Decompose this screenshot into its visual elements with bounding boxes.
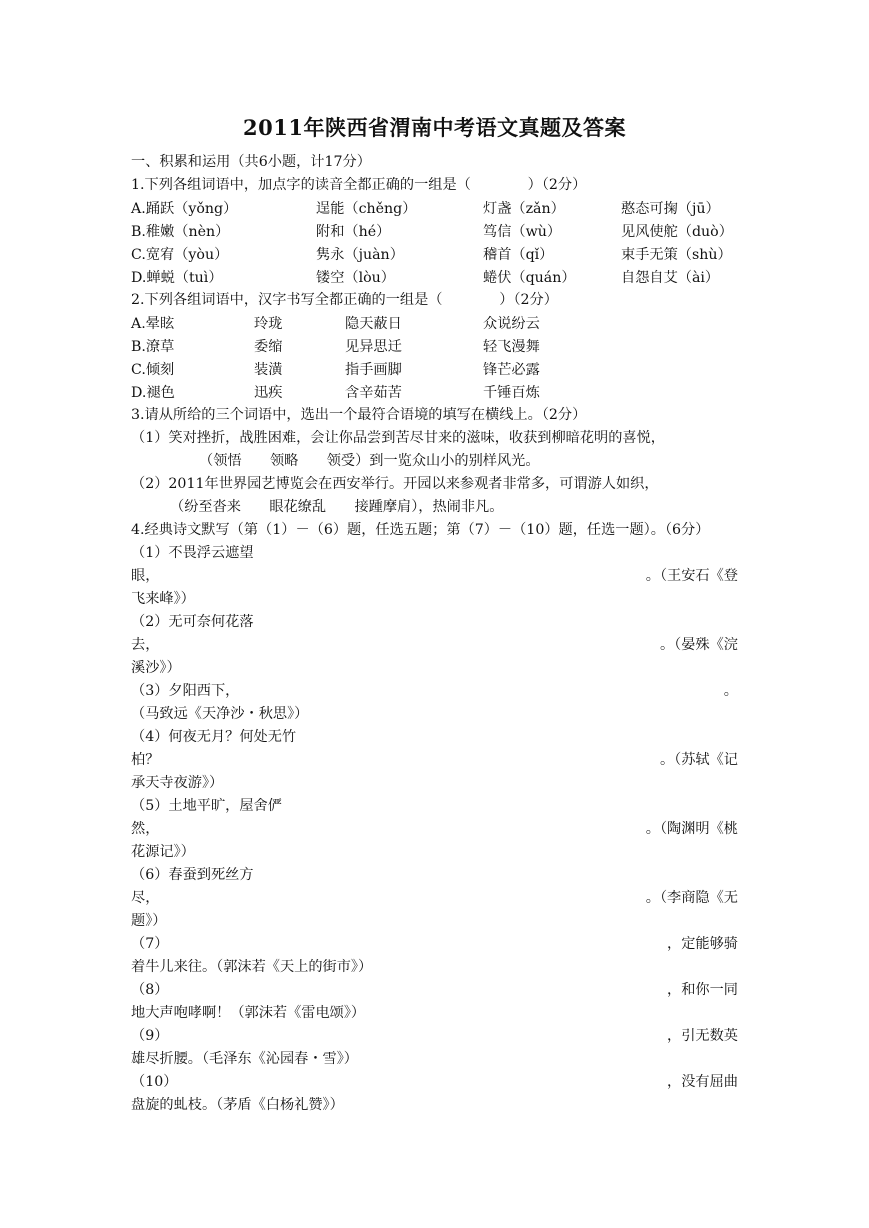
q4-item-line: 着牛儿来往。（郭沫若《天上的街市》） [131,959,373,975]
option-word: 指手画脚 [345,362,402,378]
option-word: 见风使舵（duò） [621,224,733,240]
q4-item-line: （7） [131,936,169,952]
option-word: D.褪色 [131,385,175,401]
option-word: C.倾刻 [131,362,175,378]
q4-item-line: （9） [131,1028,169,1044]
q1-option-a [0,198,869,218]
q2-option-b [0,336,869,356]
q4-item-line: （3）夕阳西下， [131,683,240,699]
q4-item-line: （6）春蚕到死丝方 [131,867,254,883]
option-word: 镂空（lòu） [316,270,395,286]
option-word: 逞能（chěng） [316,201,417,217]
q4-item-line: 眼， [131,568,160,584]
q4-item-line: （1）不畏浮云遮望 [131,545,254,561]
q4-item-source: 。 [723,683,738,699]
option-word: A.踊跃（yǒng） [131,201,238,217]
q4-item-source: ，没有屈曲 [667,1074,738,1090]
q4-item-line: （10） [131,1074,178,1090]
question-2-stem: 2.下列各组词语中，汉字书写全都正确的一组是（ ）（2分） [131,292,558,308]
q4-item-line: 雄尽折腰。（毛泽东《沁园春・雪》） [131,1051,358,1067]
option-word: 见异思迁 [345,339,402,355]
q3-item-1-line-2: （领悟 领略 领受）到一览众山小的别样风光。 [199,453,540,469]
q4-item-line: 去， [131,637,160,653]
option-word: 笃信（wù） [483,224,562,240]
option-word: 轻飞漫舞 [483,339,540,355]
option-word: 自怨自艾（ài） [621,270,720,286]
option-word: 束手无策（shù） [621,247,732,263]
q2-option-c [0,359,869,379]
q4-item-line: 然， [131,821,160,837]
q4-item-line: 地大声咆哮啊！（郭沫若《雷电颂》） [131,1005,366,1021]
option-word: 稽首（qǐ） [483,247,554,263]
q4-item-line: （5）土地平旷，屋舍俨 [131,798,282,814]
q4-item-source: ，引无数英 [667,1028,738,1044]
option-word: C.宽宥（yòu） [131,247,229,263]
option-word: 众说纷云 [483,316,540,332]
option-word: A.晕眩 [131,316,175,332]
q4-item-line: 尽， [131,890,160,906]
q4-item-line: 花源记》） [131,844,195,860]
q2-option-a [0,313,869,333]
option-word: 蜷伏（quán） [483,270,576,286]
option-word: 含辛茹苦 [345,385,402,401]
q1-option-d [0,267,869,287]
option-word: B.潦草 [131,339,175,355]
option-word: 锋芒必露 [483,362,540,378]
option-word: B.稚嫩（nèn） [131,224,230,240]
option-word: 憨态可掬（jū） [621,201,720,217]
q4-item-line: （4）何夜无月？何处无竹 [131,729,297,745]
question-1-stem: 1.下列各组词语中，加点字的读音全都正确的一组是（ ）（2分） [131,177,587,193]
q4-item-source: 。（晏殊《浣 [659,637,738,653]
q3-item-2-line-2: （纷至沓来 眼花缭乱 接踵摩肩），热闹非凡。 [170,499,504,515]
q1-option-c [0,244,869,264]
q4-item-line: 柏？ [131,752,160,768]
option-word: 玲珑 [254,316,283,332]
option-word: 委缩 [254,339,283,355]
option-word: 装潢 [254,362,283,378]
q4-item-source: ，和你一同 [667,982,738,998]
q3-item-1-line-1: （1）笑对挫折，战胜困难，会让你品尝到苦尽甘来的滋味，收获到柳暗花明的喜悦， [131,430,665,446]
option-word: 附和（hé） [316,224,391,240]
q4-item-source: 。（王安石《登 [645,568,738,584]
q4-item-source: 。（苏轼《记 [659,752,738,768]
q4-item-line: 题》） [131,913,167,929]
q4-item-line: （8） [131,982,169,998]
question-3-stem: 3.请从所给的三个词语中，选出一个最符合语境的填写在横线上。（2分） [131,407,587,423]
q2-option-d [0,382,869,402]
q4-item-source: ，定能够骑 [667,936,738,952]
q4-item-source: 。（陶渊明《桃 [645,821,738,837]
option-word: 灯盏（zǎn） [483,201,565,217]
option-word: 隐天蔽日 [345,316,402,332]
question-4-stem: 4.经典诗文默写（第（1）－（6）题，任选五题；第（7）－（10）题，任选一题）。（6分） [131,522,710,538]
q4-item-line: 飞来峰》） [131,591,195,607]
option-word: 千锤百炼 [483,385,540,401]
option-word: D.蝉蜕（tuì） [131,270,223,286]
q1-option-b [0,221,869,241]
option-word: 迅疾 [254,385,283,401]
q4-item-line: （马致远《天净沙・秋思》） [131,706,309,722]
q4-item-line: 承天寺夜游》） [131,775,224,791]
q4-item-line: （2）无可奈何花落 [131,614,254,630]
q4-item-source: 。（李商隐《无 [645,890,738,906]
q3-item-2-line-1: （2）2011年世界园艺博览会在西安举行。开园以来参观者非常多，可谓游人如织， [131,476,659,492]
document-title: 2011年陕西省渭南中考语文真题及答案 [243,115,626,140]
option-word: 隽永（juàn） [316,247,404,263]
q4-item-line: 盘旋的虬枝。（茅盾《白杨礼赞》） [131,1097,344,1113]
q4-item-line: 溪沙》） [131,660,181,676]
section-heading: 一、积累和运用（共6小题，计17分） [131,154,371,170]
